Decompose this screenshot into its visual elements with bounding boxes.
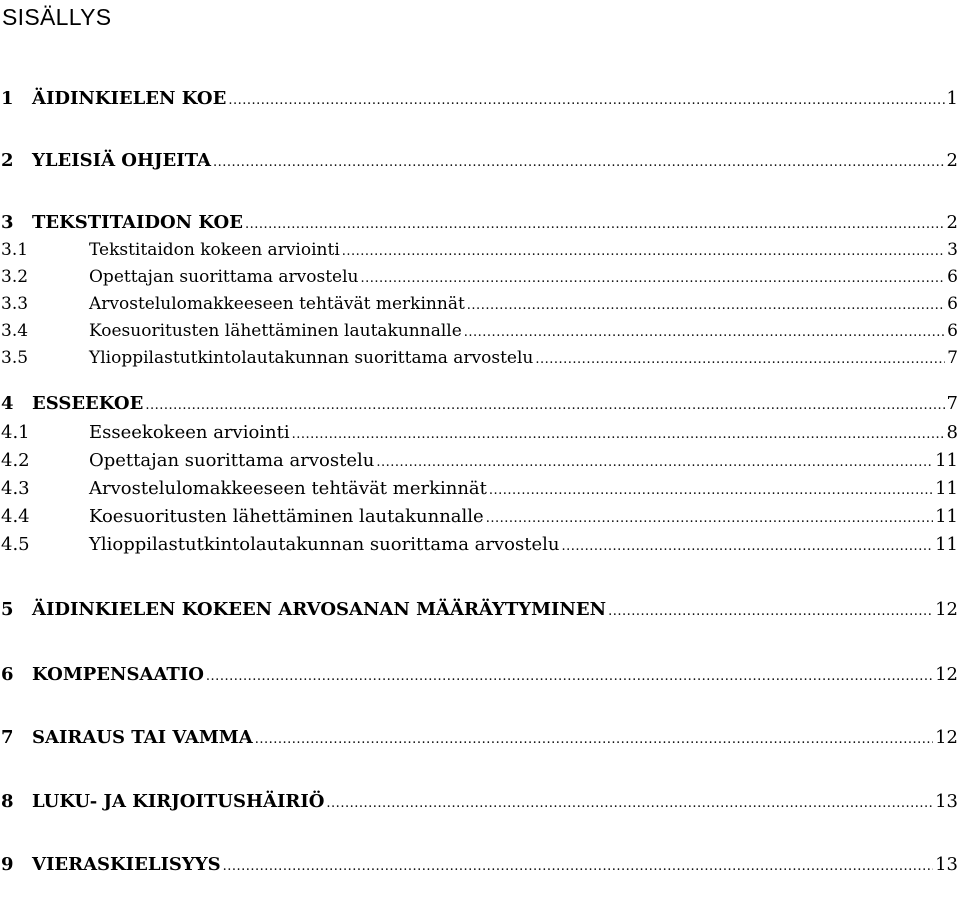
dot-leader bbox=[360, 266, 945, 292]
entry-title: Ylioppilastutkintolautakunnan suorittama arvostelu bbox=[89, 534, 560, 555]
entry-number: 6 bbox=[1, 664, 14, 685]
entry-page-number: 11 bbox=[935, 478, 958, 499]
entry-page-number: 12 bbox=[935, 664, 958, 685]
toc-entry-3-1[interactable] bbox=[0, 237, 960, 263]
entry-number: 3.2 bbox=[1, 267, 29, 287]
dot-leader bbox=[255, 727, 933, 753]
entry-number: 4.4 bbox=[1, 506, 30, 527]
toc-entry-2[interactable] bbox=[0, 148, 960, 174]
toc-entry-3-2[interactable] bbox=[0, 264, 960, 290]
entry-number: 3 bbox=[1, 212, 14, 233]
dot-leader bbox=[326, 791, 933, 817]
toc-entry-4-3[interactable] bbox=[0, 476, 960, 502]
entry-page-number: 2 bbox=[946, 212, 958, 233]
toc-entry-3[interactable] bbox=[0, 210, 960, 236]
entry-page-number: 13 bbox=[935, 854, 958, 875]
dot-leader bbox=[464, 320, 945, 346]
toc-entry-3-5[interactable] bbox=[0, 345, 960, 371]
toc-title: SISÄLLYS bbox=[2, 4, 112, 30]
entry-page-number: 7 bbox=[946, 393, 958, 414]
entry-number: 4.2 bbox=[1, 450, 30, 471]
dot-leader bbox=[223, 854, 934, 880]
entry-title: SAIRAUS TAI VAMMA bbox=[32, 727, 253, 748]
entry-number: 1 bbox=[1, 88, 14, 109]
toc-entry-4-2[interactable] bbox=[0, 448, 960, 474]
entry-title: Opettajan suorittama arvostelu bbox=[89, 267, 359, 287]
entry-number: 5 bbox=[1, 599, 14, 620]
entry-number: 4 bbox=[1, 393, 14, 414]
toc-entry-1[interactable] bbox=[0, 86, 960, 112]
dot-leader bbox=[206, 664, 933, 690]
entry-title: KOMPENSAATIO bbox=[32, 664, 204, 685]
dot-leader bbox=[292, 422, 945, 448]
toc-entry-9[interactable] bbox=[0, 852, 960, 878]
entry-title: Koesuoritusten lähettäminen lautakunnalle bbox=[89, 506, 484, 527]
entry-page-number: 3 bbox=[947, 240, 958, 260]
dot-leader bbox=[342, 239, 945, 265]
entry-number: 4.1 bbox=[1, 422, 30, 443]
entry-number: 3.5 bbox=[1, 348, 29, 368]
dot-leader bbox=[145, 393, 944, 419]
dot-leader bbox=[562, 534, 934, 560]
entry-number: 3.4 bbox=[1, 321, 29, 341]
entry-title: YLEISIÄ OHJEITA bbox=[32, 150, 212, 171]
entry-number: 3.3 bbox=[1, 294, 29, 314]
entry-number: 8 bbox=[1, 791, 14, 812]
entry-page-number: 6 bbox=[947, 294, 958, 314]
entry-page-number: 11 bbox=[935, 450, 958, 471]
dot-leader bbox=[608, 599, 933, 625]
dot-leader bbox=[486, 506, 933, 532]
entry-number: 3.1 bbox=[1, 240, 29, 260]
entry-number: 2 bbox=[1, 150, 14, 171]
entry-page-number: 1 bbox=[946, 88, 958, 109]
entry-page-number: 11 bbox=[935, 534, 958, 555]
entry-number: 7 bbox=[1, 727, 14, 748]
dot-leader bbox=[213, 150, 945, 176]
dot-leader bbox=[467, 293, 945, 319]
dot-leader bbox=[535, 347, 945, 373]
entry-page-number: 6 bbox=[947, 267, 958, 287]
entry-title: ESSEEKOE bbox=[32, 393, 144, 414]
entry-number: 9 bbox=[1, 854, 14, 875]
entry-page-number: 12 bbox=[935, 599, 958, 620]
toc-entry-4-5[interactable] bbox=[0, 532, 960, 558]
entry-title: VIERASKIELISYYS bbox=[32, 854, 221, 875]
entry-page-number: 13 bbox=[935, 791, 958, 812]
entry-title: Arvostelulomakkeeseen tehtävät merkinnät bbox=[89, 294, 465, 314]
toc-entry-4-1[interactable] bbox=[0, 420, 960, 446]
entry-page-number: 11 bbox=[935, 506, 958, 527]
toc-entry-4[interactable] bbox=[0, 391, 960, 417]
toc-entry-6[interactable] bbox=[0, 662, 960, 688]
toc-entry-3-3[interactable] bbox=[0, 291, 960, 317]
toc-entry-7[interactable] bbox=[0, 725, 960, 751]
entry-title: Esseekokeen arviointi bbox=[89, 422, 290, 443]
toc-entry-4-4[interactable] bbox=[0, 504, 960, 530]
entry-title: LUKU- JA KIRJOITUSHÄIRIÖ bbox=[32, 791, 325, 812]
entry-title: Tekstitaidon kokeen arviointi bbox=[89, 240, 340, 260]
entry-title: TEKSTITAIDON KOE bbox=[32, 212, 243, 233]
entry-title: Opettajan suorittama arvostelu bbox=[89, 450, 375, 471]
entry-title: Ylioppilastutkintolautakunnan suorittama arvostelu bbox=[89, 348, 534, 368]
dot-leader bbox=[489, 478, 933, 504]
toc-entry-5[interactable] bbox=[0, 597, 960, 623]
entry-page-number: 6 bbox=[947, 321, 958, 341]
toc-entry-8[interactable] bbox=[0, 789, 960, 815]
entry-title: Koesuoritusten lähettäminen lautakunnalle bbox=[89, 321, 462, 341]
entry-page-number: 2 bbox=[946, 150, 958, 171]
entry-title: ÄIDINKIELEN KOE bbox=[32, 88, 227, 109]
entry-number: 4.5 bbox=[1, 534, 30, 555]
entry-title: ÄIDINKIELEN KOKEEN ARVOSANAN MÄÄRÄYTYMINEN bbox=[32, 599, 607, 620]
entry-title: Arvostelulomakkeeseen tehtävät merkinnät bbox=[89, 478, 487, 499]
entry-number: 4.3 bbox=[1, 478, 30, 499]
dot-leader bbox=[245, 212, 945, 238]
toc-entry-3-4[interactable] bbox=[0, 318, 960, 344]
entry-page-number: 12 bbox=[935, 727, 958, 748]
dot-leader bbox=[228, 88, 944, 114]
dot-leader bbox=[376, 450, 933, 476]
entry-page-number: 8 bbox=[946, 422, 958, 443]
entry-page-number: 7 bbox=[947, 348, 958, 368]
